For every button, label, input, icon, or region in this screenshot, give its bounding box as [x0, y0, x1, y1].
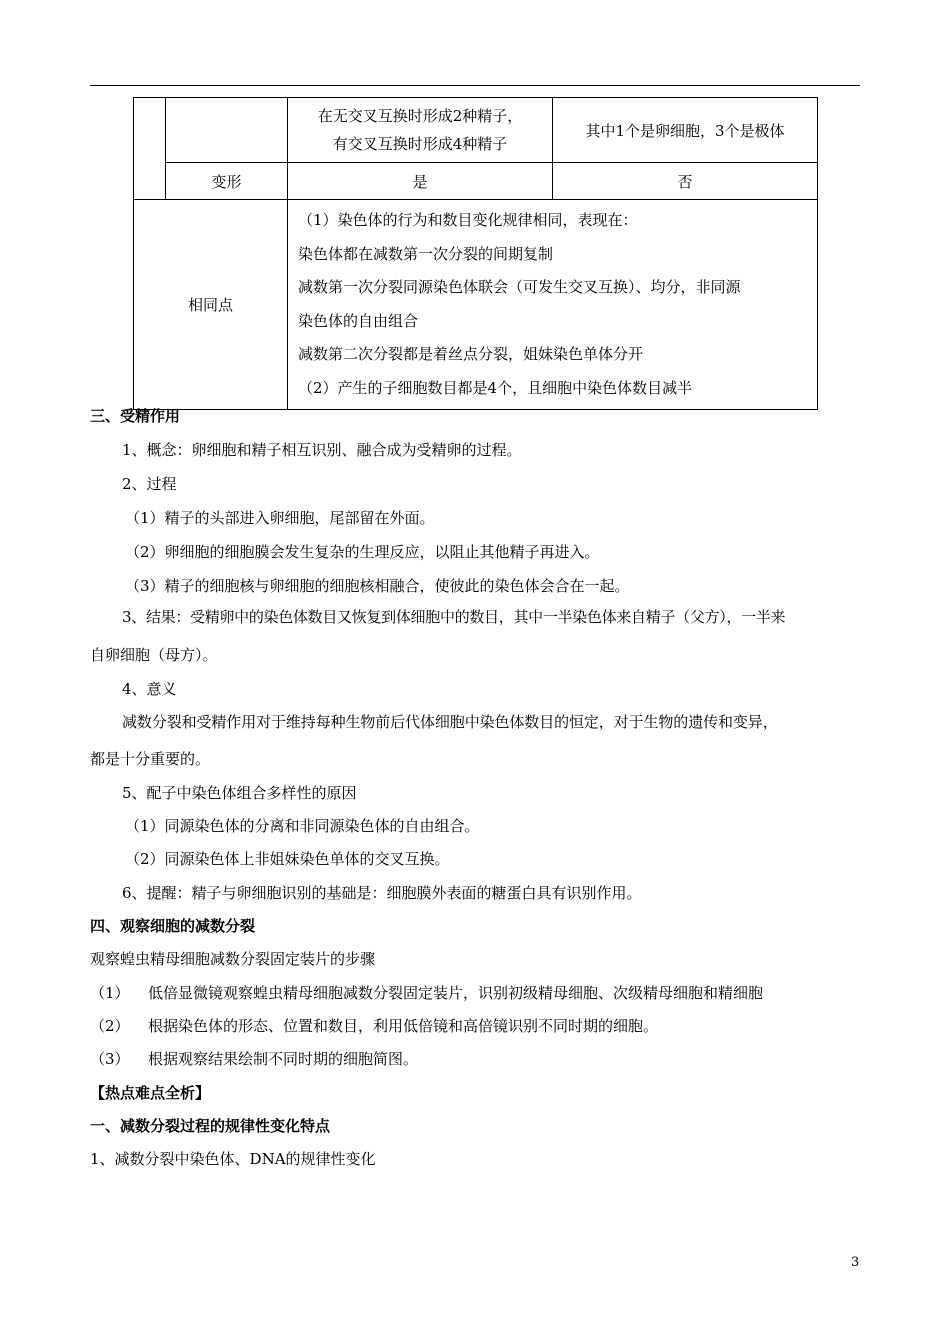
step-number: （1） [90, 984, 130, 1002]
paragraph: 5、配子中染色体组合多样性的原因 [122, 784, 357, 802]
paragraph: 1、减数分裂中染色体、DNA的规律性变化 [90, 1150, 376, 1168]
step-number: （2） [90, 1017, 130, 1035]
list-item: （1）同源染色体的分离和非同源染色体的自由组合。 [125, 817, 480, 835]
step-text: 根据观察结果绘制不同时期的细胞简图。 [148, 1050, 419, 1068]
cell-line: 染色体都在减数第一次分裂的间期复制 [298, 244, 554, 263]
step-text: 根据染色体的形态、位置和数目，利用低倍镜和高倍镜识别不同时期的细胞。 [148, 1017, 659, 1035]
paragraph: 3、结果：受精卵中的染色体数目又恢复到体细胞中的数目，其中一半染色体来自精子（父方），一半来 [122, 608, 786, 626]
paragraph: 6、提醒：精子与卵细胞识别的基础是：细胞膜外表面的糖蛋白具有识别作用。 [122, 884, 642, 902]
section-heading: 四、观察细胞的减数分裂 [90, 917, 256, 935]
paragraph: 都是十分重要的。 [90, 750, 211, 768]
paragraph: 4、意义 [122, 680, 177, 698]
similarities-cell [288, 200, 818, 410]
cell-line: （1）染色体的行为和数目变化规律相同，表现在： [298, 211, 638, 229]
sub-heading: 一、减数分裂过程的规律性变化特点 [90, 1117, 331, 1135]
comparison-table [133, 97, 818, 410]
table-row [134, 163, 818, 200]
table-cell-empty [134, 98, 166, 200]
table-cell-empty [166, 98, 288, 163]
page-number: 3 [851, 1255, 860, 1270]
section-heading: 【热点难点全析】 [90, 1084, 211, 1102]
paragraph: 2、过程 [122, 475, 177, 493]
list-item: （1）精子的头部进入卵细胞，尾部留在外面。 [125, 509, 435, 527]
cell-line: （2）产生的子细胞数目都是4个，且细胞中染色体数目减半 [298, 378, 693, 397]
table-row [134, 200, 818, 410]
paragraph: 减数分裂和受精作用对于维持每种生物前后代体细胞中染色体数目的恒定，对于生物的遗传和变异， [122, 713, 778, 731]
paragraph: 观察蝗虫精母细胞减数分裂固定装片的步骤 [90, 950, 376, 968]
table-cell [288, 98, 553, 163]
list-item: （2）同源染色体上非姐妹染色单体的交叉互换。 [125, 850, 450, 868]
cell-line: 减数第一次分裂同源染色体联会（可发生交叉互换）、均分，非同源 [298, 278, 741, 296]
table-cell: 其中1个是卵细胞，3个是极体 [553, 98, 818, 163]
row-label: 变形 [166, 163, 288, 200]
paragraph: 1、概念：卵细胞和精子相互识别、融合成为受精卵的过程。 [122, 441, 522, 459]
row-label: 相同点 [134, 200, 288, 410]
table-cell: 是 [288, 163, 553, 200]
list-item: （3）精子的细胞核与卵细胞的细胞核相融合，使彼此的染色体会合在一起。 [125, 577, 630, 595]
list-item: （2）卵细胞的细胞膜会发生复杂的生理反应，以阻止其他精子再进入。 [125, 543, 600, 561]
header-rule [90, 85, 860, 86]
table-row [134, 98, 818, 163]
cell-line: 染色体的自由组合 [298, 311, 419, 330]
table-cell: 否 [553, 163, 818, 200]
section-heading: 三、受精作用 [90, 407, 181, 425]
paragraph: 自卵细胞（母方）。 [90, 646, 218, 664]
step-text: 低倍显微镜观察蝗虫精母细胞减数分裂固定装片，识别初级精母细胞、次级精母细胞和精细胞 [148, 984, 764, 1002]
step-number: （3） [90, 1050, 130, 1068]
cell-line: 有交叉互换时形成4种精子 [332, 135, 508, 153]
cell-line: 在无交叉互换时形成2种精子， [317, 107, 523, 125]
cell-line: 减数第二次分裂都是着丝点分裂，姐妹染色单体分开 [298, 345, 644, 363]
